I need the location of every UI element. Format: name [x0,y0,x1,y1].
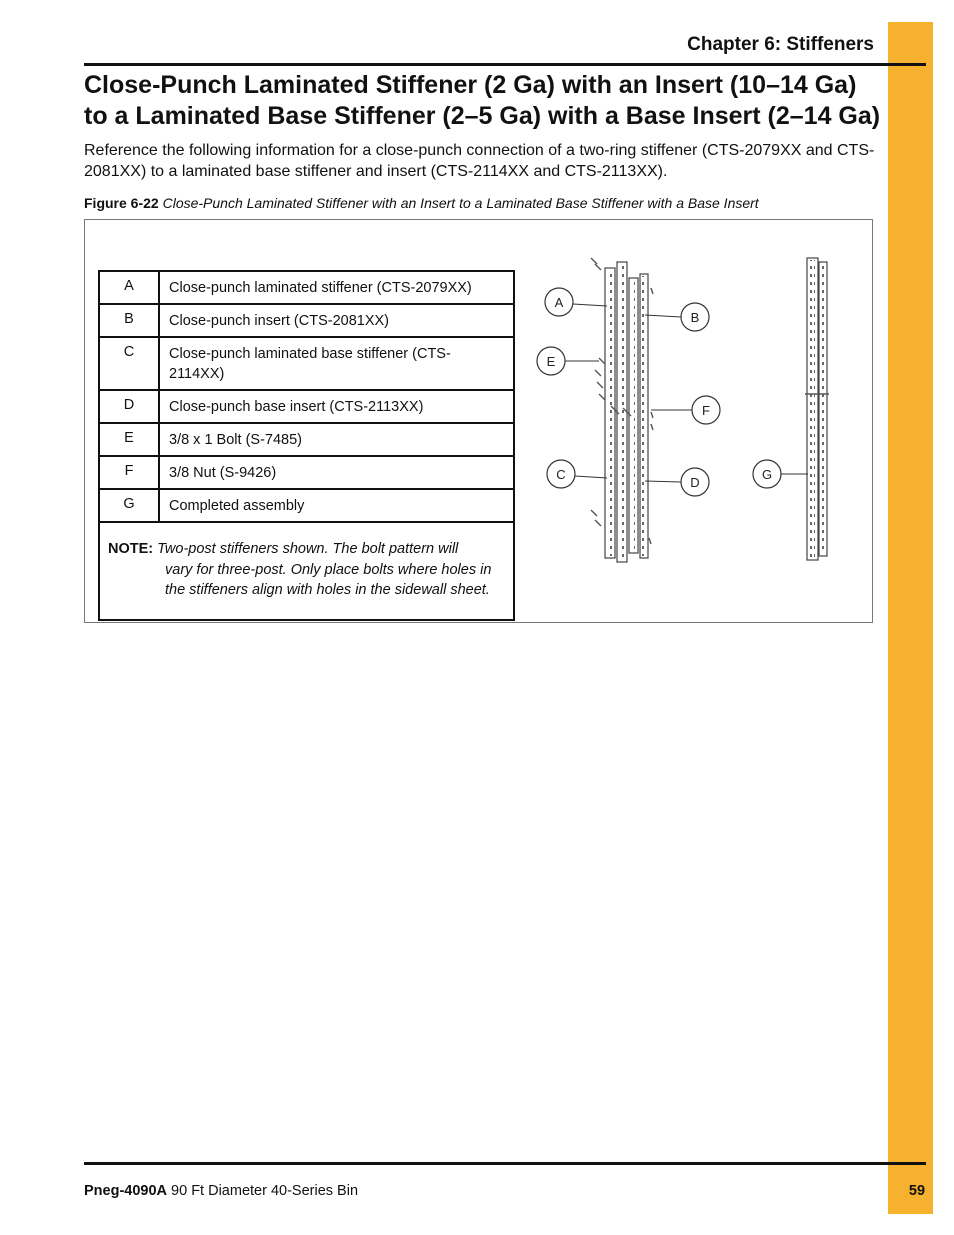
insert-parts [629,274,648,558]
figure-caption [84,194,874,212]
callout-e [537,347,599,375]
header-rule [84,63,926,66]
legend-letter: C [100,337,159,390]
section-title: Close-Punch Laminated Stiffener (2 Ga) with an Insert (10–14 Ga) to a Laminated Base Stiffener (2–5 Ga) with a Base Insert (2–14 Ga) [84,71,881,130]
note-text-continued: vary for three-post. Only place bolts where holes in the stiffeners align with holes in the sidewall sheet. [165,561,492,598]
callout-a-label: A [554,295,564,310]
legend-letter: D [100,390,159,423]
chapter-tab-bar [888,22,933,1214]
legend-description: Close-punch laminated base stiffener (CTS-2114XX) [159,337,513,390]
callout-g-label: G [761,467,773,482]
legend-letter: B [100,304,159,337]
legend-note [100,523,513,619]
legend-description: Close-punch base insert (CTS-2113XX) [159,390,513,423]
legend-row [100,390,513,423]
stiffener-diagram [525,248,865,568]
legend-description: 3/8 x 1 Bolt (S-7485) [159,423,513,456]
legend-letter: F [100,456,159,489]
chapter-heading: Chapter 6: Stiffeners [687,34,874,55]
completed-assembly-part [805,258,829,560]
callout-e-label: E [546,354,556,369]
callout-c-label: C [556,467,566,482]
figure-number: Figure 6-22 [84,195,159,211]
legend-row [100,423,513,456]
note-text-first-line: Two-post stiffeners shown. The bolt pattern will [157,541,459,557]
callout-g [753,460,808,488]
callout-a [545,288,607,316]
footer-doc-id: Pneg-4090A [84,1183,168,1199]
callout-b [645,303,709,331]
footer-rule [84,1162,926,1165]
callout-c [547,460,607,488]
legend-row [100,456,513,489]
callout-f-label: F [702,403,710,418]
legend-letter: E [100,423,159,456]
figure-caption-text: Close-Punch Laminated Stiffener with an Insert to a Laminated Base Stiffener with a Base Insert [162,195,759,211]
intro-paragraph: Reference the following information for a close-punch connection of a two-ring stiffener (CTS-2079XX and CTS-2081XX) to a laminated base stiffener and insert (CTS-2114XX and CTS-2113XX). [84,142,875,180]
legend-table [98,270,515,621]
callout-f [651,396,720,424]
footer-doc-title: 90 Ft Diameter 40-Series Bin [171,1183,359,1199]
note-label: NOTE: [108,541,154,557]
legend-description: 3/8 Nut (S-9426) [159,456,513,489]
legend-row [100,489,513,522]
callout-b-label: B [690,310,700,325]
footer-document [84,1183,358,1199]
legend-description: Close-punch laminated stiffener (CTS-2079XX) [159,272,513,304]
legend-row [100,272,513,304]
legend-letter: G [100,489,159,522]
legend-row [100,304,513,337]
callout-d [645,468,709,496]
legend-description: Close-punch insert (CTS-2081XX) [159,304,513,337]
legend-letter: A [100,272,159,304]
legend-description: Completed assembly [159,489,513,522]
callout-d-label: D [690,475,700,490]
legend-row [100,337,513,390]
page-number: 59 [908,1183,926,1199]
laminated-stiffener-parts [605,262,627,562]
